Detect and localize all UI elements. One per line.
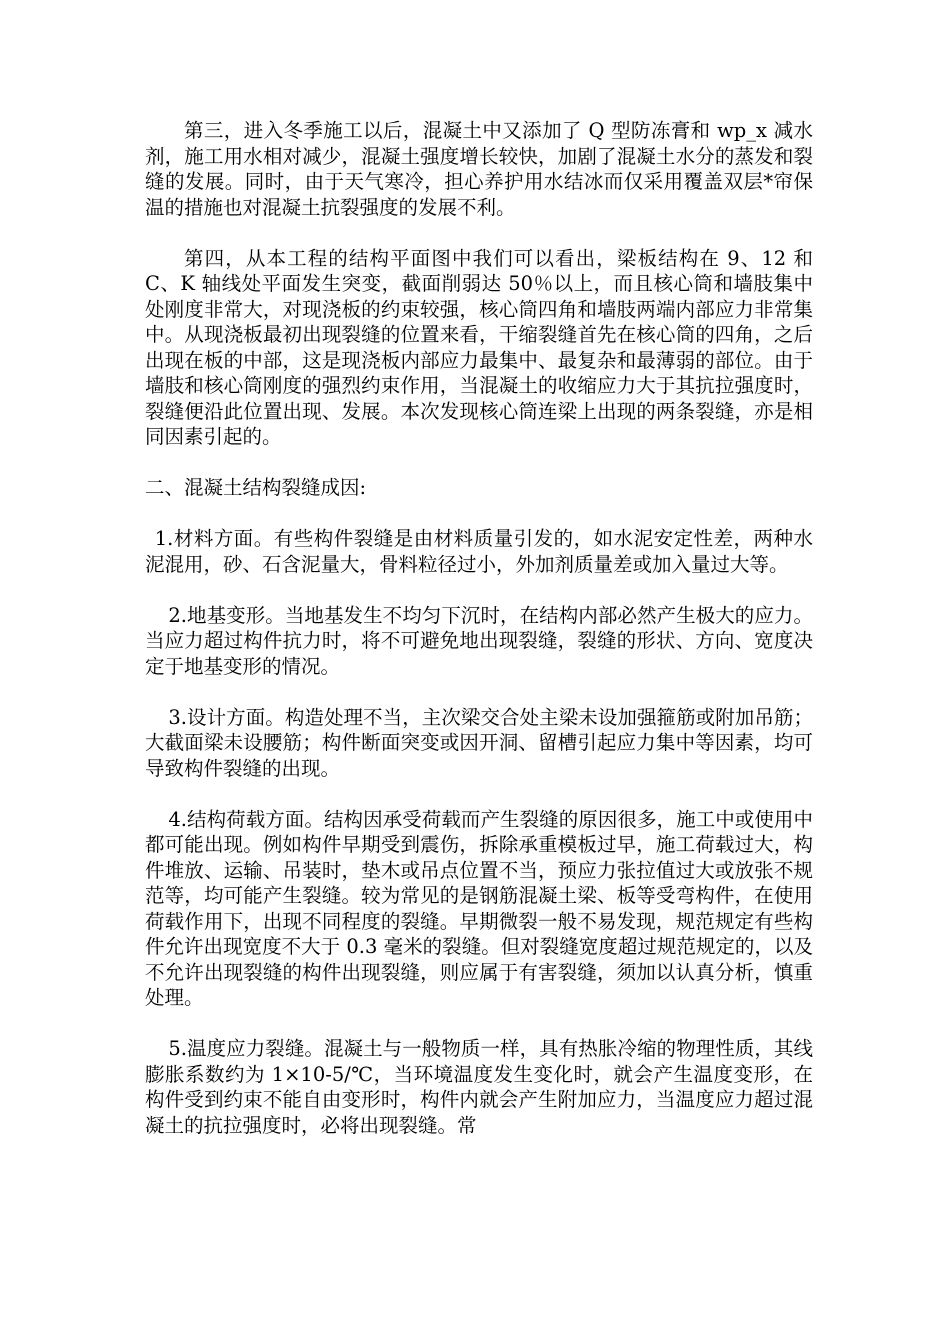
paragraph-fourth: 第四，从本工程的结构平面图中我们可以看出，梁板结构在 9、12 和 C、K 轴线处平面发生突变，截面削弱达 50％以上，而且核心筒和墙肢集中处刚度非常大，对现浇板的约束较强，核心筒四角和墙肢两端内部应力非常集中。从现浇板最初出现裂缝的位置来看，干缩裂缝首先在核心筒的四角，之后出现在板的中部，这是现浇板内部应力最集中、最复杂和最薄弱的部位。由于墙肢和核心筒刚度的强烈约束作用，当混凝土的收缩应力大于其抗拉强度时，裂缝便沿此位置出现、发展。本次发现核心筒连梁上出现的两条裂缝，亦是相同因素引起的。 [145, 246, 813, 448]
section-heading: 二、混凝土结构裂缝成因: [145, 476, 367, 499]
list-item-design: 3.设计方面。构造处理不当，主次梁交合处主梁未设加强箍筋或附加吊筋；大截面梁未设腰筋；构件断面突变或因开洞、留槽引起应力集中等因素，均可导致构件裂缝的出现。 [145, 705, 813, 780]
document-body [145, 118, 813, 1164]
list-item-materials: 1.材料方面。有些构件裂缝是由材料质量引发的，如水泥安定性差，两种水泥混用，砂、石含泥量大，骨料粒径过小，外加剂质量差或加入量过大等。 [145, 527, 813, 576]
paragraph-third: 第三，进入冬季施工以后，混凝土中又添加了 Q 型防冻膏和 wp_x 减水剂，施工用水相对减少，混凝土强度增长较快，加剧了混凝土水分的蒸发和裂缝的发展。同时，由于天气寒冷，担心养护用水结冰而仅采用覆盖双层*帘保温的措施也对混凝土抗裂强度的发展不利。 [145, 119, 813, 219]
list-item-foundation: 2.地基变形。当地基发生不均匀下沉时，在结构内部必然产生极大的应力。当应力超过构件抗力时，将不可避免地出现裂缝，裂缝的形状、方向、宽度决定于地基变形的情况。 [145, 603, 813, 678]
list-item-load: 4.结构荷载方面。结构因承受荷载而产生裂缝的原因很多，施工中或使用中都可能出现。例如构件早期受到震伤，拆除承重模板过早，施工荷载过大，构件堆放、运输、吊装时，垫木或吊点位置不当，预应力张拉值过大或放张不规范等，均可能产生裂缝。较为常见的是钢筋混凝土梁、板等受弯构件，在使用荷载作用下，出现不同程度的裂缝。早期微裂一般不易发现，规范规定有些构件允许出现宽度不大于 0.3 毫米的裂缝。但对裂缝宽度超过规范规定的，以及不允许出现裂缝的构件出现裂缝，则应属于有害裂缝，须加以认真分析，慎重处理。 [145, 807, 813, 1009]
list-item-temperature: 5.温度应力裂缝。混凝土与一般物质一样，具有热胀冷缩的物理性质，其线膨胀系数约为 1×10-5/℃，当环境温度发生变化时，就会产生温度变形，在构件受到约束不能自由变形时，构件内就会产生附加应力，当温度应力超过混凝土的抗拉强度时，必将出现裂缝。常 [145, 1037, 813, 1137]
